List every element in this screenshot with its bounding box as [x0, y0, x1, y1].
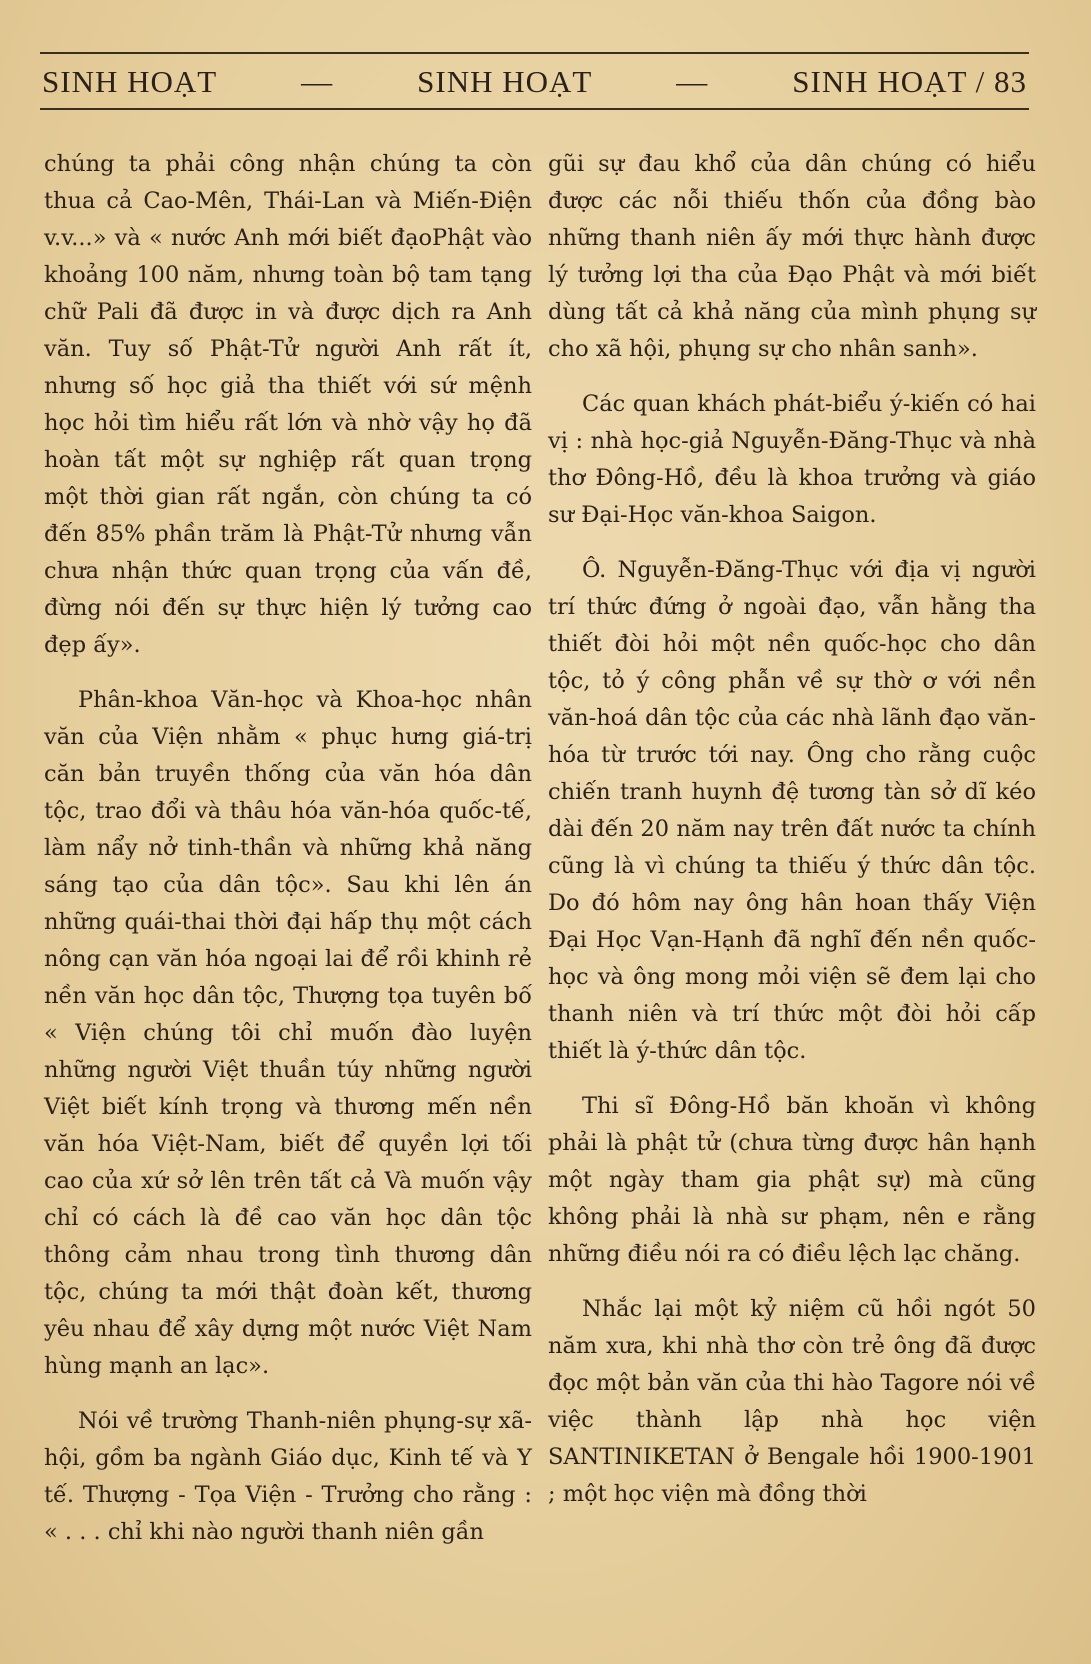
header-dash-2: — [676, 64, 709, 99]
paragraph: Nói về trường Thanh-niên phụng-sự xã-hội, gồm ba ngành Giáo dục, Kinh tế và Y tế. Thượng - Tọa Viện - Trưởng cho rằng : « . . . chỉ khi nào người thanh niên gần [44, 1408, 532, 1545]
paragraph: Phân-khoa Văn-học và Khoa-học nhân văn của Viện nhằm « phục hưng giá-trị căn bản truyền thống của văn hóa dân tộc, trao đổi và thâu hóa văn-hóa quốc-tế, làm nẩy nở tinh-thần và những khả năng sáng tạo của dân tộc». Sau khi lên án những quái-thai thời đại hấp thụ một cách nông cạn văn hóa ngoại lai để rồi khinh rẻ nền văn học dân tộc, Thượng tọa tuyên bố « Viện chúng tôi chỉ muốn đào luyện những người Việt thuần túy những người Việt biết kính trọng và thương mến nền văn hóa Việt-Nam, biết để quyền lợi tối cao của xứ sở lên trên tất cả Và muốn vậy chỉ có cách là đề cao văn học dân tộc thông cảm nhau trong tình thương dân tộc, chúng ta mới thật đoàn kết, thương yêu nhau để xây dựng một nước Việt Nam hùng mạnh an lạc». [44, 687, 532, 1379]
paragraph: Các quan khách phát-biểu ý-kiến có hai vị : nhà học-giả Nguyễn-Đăng-Thục và nhà thơ Đông-Hồ, đều là khoa trưởng và giáo sư Đại-Học văn-khoa Saigon. [548, 391, 1036, 528]
left-column [44, 146, 532, 1569]
header-center: SINH HOẠT [417, 64, 593, 99]
header-dash-1: — [301, 64, 334, 99]
right-column [548, 146, 1036, 1531]
paragraph: Nhắc lại một kỷ niệm cũ hồi ngót 50 năm xưa, khi nhà thơ còn trẻ ông đã được đọc một bản văn của thi hào Tagore nói về việc thành lập nhà học viện SANTINIKETAN ở Bengale hồi 1900-1901 ; một học viện mà đồng thời [548, 1296, 1036, 1507]
paragraph: Thi sĩ Đông-Hồ băn khoăn vì không phải là phật tử (chưa từng được hân hạnh một ngày tham gia phật sự) mà cũng không phải là nhà sư phạm, nên e rằng những điều nói ra có điều lệch lạc chăng. [548, 1093, 1036, 1267]
header-rule-bottom [40, 108, 1029, 110]
running-header [42, 60, 1027, 104]
header-right-page-number: SINH HOẠT / 83 [792, 64, 1027, 99]
paragraph: chúng ta phải công nhận chúng ta còn thua cả Cao-Mên, Thái-Lan và Miến-Điện v.v...» và « nước Anh mới biết đạoPhật vào khoảng 100 năm, nhưng toàn bộ tam tạng chữ Pali đã được in và được dịch ra Anh văn. Tuy số Phật-Tử người Anh rất ít, nhưng số học giả tha thiết với sứ mệnh học hỏi tìm hiểu rất lớn và nhờ vậy họ đã hoàn tất một sự nghiệp rất quan trọng một thời gian rất ngắn, còn chúng ta có đến 85% phần trăm là Phật-Tử nhưng vẫn chưa nhận thức quan trọng của vấn đề, đừng nói đến sự thực hiện lý tưởng cao đẹp ấy». [44, 151, 532, 658]
paragraph: gũi sự đau khổ của dân chúng có hiểu được các nỗi thiếu thốn của đồng bào những thanh niên ấy mới thực hành được lý tưởng lợi tha của Đạo Phật và mới biết dùng tất cả khả năng của mình phụng sự cho xã hội, phụng sự cho nhân sanh». [548, 151, 1036, 362]
header-left: SINH HOẠT [42, 64, 218, 99]
header-rule-top [40, 52, 1029, 54]
paragraph: Ô. Nguyễn-Đăng-Thục với địa vị người trí thức đứng ở ngoài đạo, vẫn hằng tha thiết đòi hỏi một nền quốc-học cho dân tộc, tỏ ý công phẫn về sự thờ ơ với nền văn-hoá dân tộc của các nhà lãnh đạo văn-hóa từ trước tới nay. Ông cho rằng cuộc chiến tranh huynh đệ tương tàn sở dĩ kéo dài đến 20 năm nay trên đất nước ta chính cũng là vì chúng ta thiếu ý thức dân tộc. Do đó hôm nay ông hân hoan thấy Viện Đại Học Vạn-Hạnh đã nghĩ đến nền quốc-học và ông mong mỏi viện sẽ đem lại cho thanh niên và trí thức một đòi hỏi cấp thiết là ý-thức dân tộc. [548, 557, 1036, 1064]
